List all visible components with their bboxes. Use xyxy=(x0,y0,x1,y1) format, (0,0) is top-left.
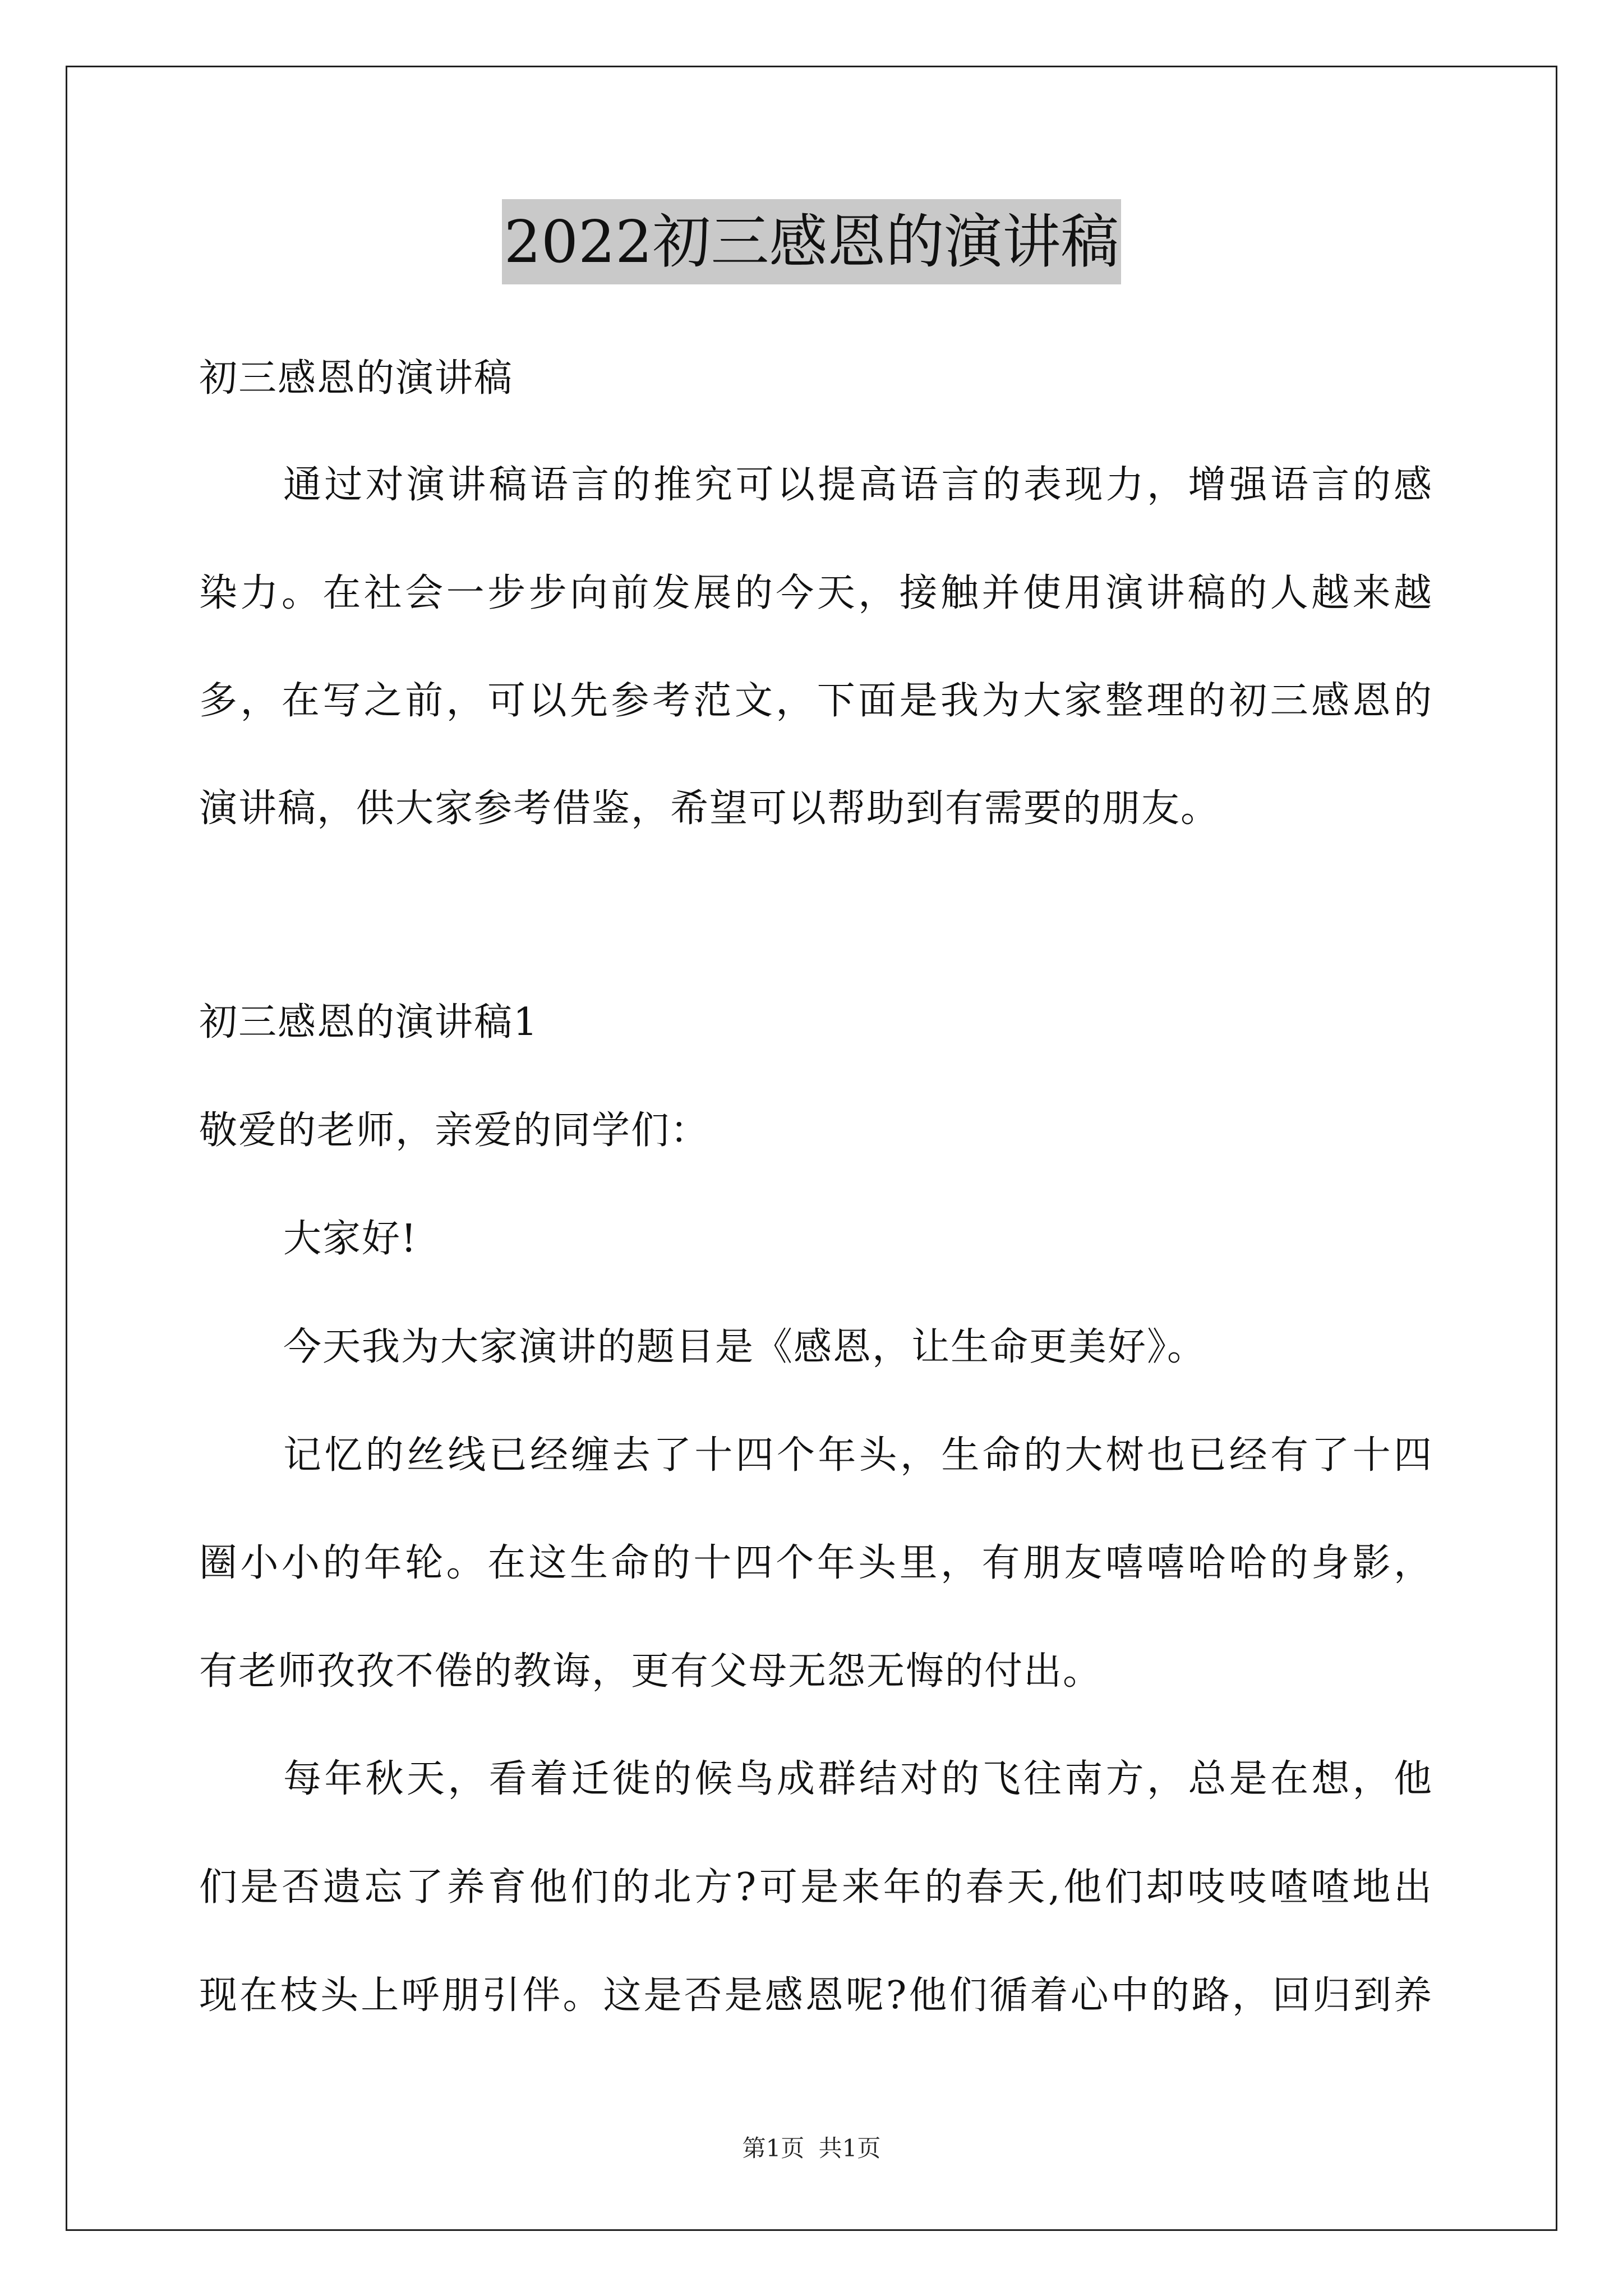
paragraph-line: 多，在写之前，可以先参考范文，下面是我为大家整理的初三感恩的 xyxy=(199,679,1433,723)
paragraph-line: 记忆的丝线已经缠去了十四个年头，生命的大树也已经有了十四 xyxy=(283,1433,1433,1478)
paragraph-line: 染力。在社会一步步向前发展的今天，接触并使用演讲稿的人越来越 xyxy=(199,571,1433,615)
paragraph-line: 通过对演讲稿语言的推究可以提高语言的表现力，增强语言的感 xyxy=(283,463,1433,507)
page-current: 第1页 xyxy=(742,2134,805,2162)
greeting-line: 大家好! xyxy=(283,1217,418,1261)
paragraph-line: 有老师孜孜不倦的教诲，更有父母无怨无悔的付出。 xyxy=(199,1649,1103,1694)
document-title: 2022初三感恩的演讲稿 xyxy=(502,199,1122,284)
paragraph-line: 现在枝头上呼朋引伴。这是否是感恩呢?他们循着心中的路，回归到养 xyxy=(199,1973,1433,2018)
subtitle-line: 初三感恩的演讲稿 xyxy=(199,356,514,401)
section-heading: 初三感恩的演讲稿1 xyxy=(199,1000,539,1045)
page-footer xyxy=(0,2132,1623,2165)
salutation-line: 敬爱的老师，亲爱的同学们： xyxy=(199,1108,710,1153)
paragraph-line: 圈小小的年轮。在这生命的十四个年头里，有朋友嘻嘻哈哈的身影， xyxy=(199,1541,1433,1585)
page-total: 共1页 xyxy=(818,2134,881,2162)
paragraph-line: 每年秋天，看着迁徙的候鸟成群结对的飞往南方，总是在想，他 xyxy=(283,1757,1433,1801)
paragraph-line: 演讲稿，供大家参考借鉴，希望可以帮助到有需要的朋友。 xyxy=(199,786,1220,831)
paragraph-line: 今天我为大家演讲的题目是《感恩，让生命更美好》。 xyxy=(283,1325,1207,1369)
title-wrap xyxy=(0,199,1623,284)
paragraph-line: 们是否遗忘了养育他们的北方?可是来年的春天,他们却吱吱喳喳地出 xyxy=(199,1865,1433,1910)
